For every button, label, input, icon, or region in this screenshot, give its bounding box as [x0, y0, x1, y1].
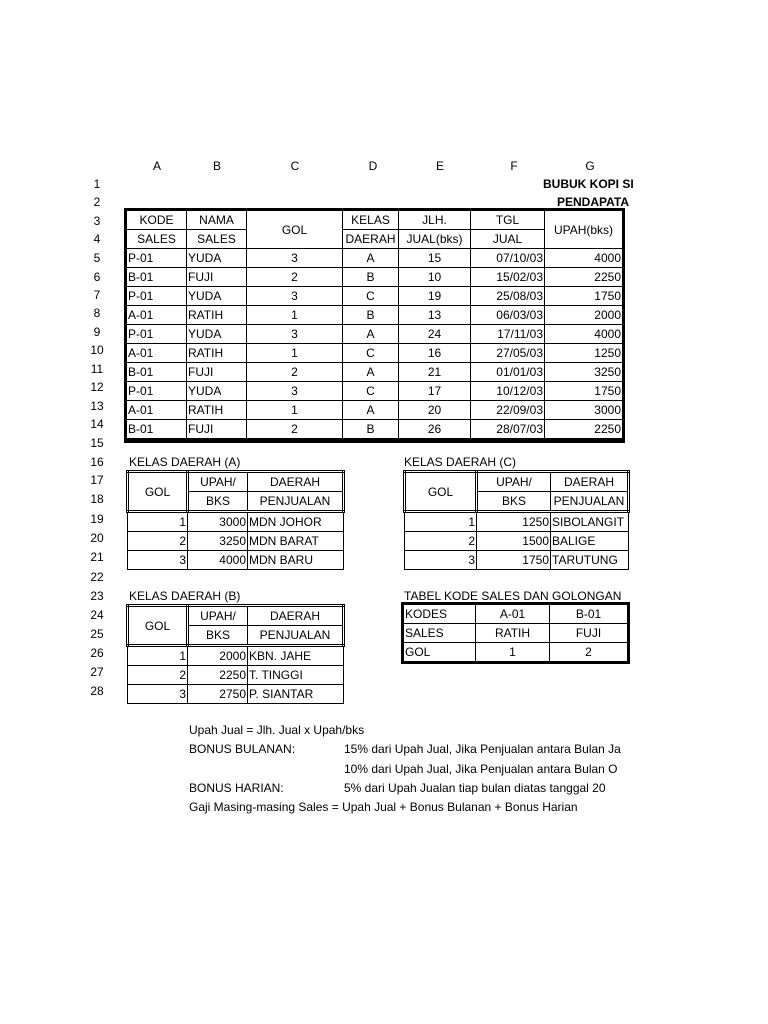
- table-row: [127, 287, 623, 306]
- table-row: [405, 551, 629, 570]
- header-nama-sales: NAMA: [187, 211, 247, 230]
- table-row: [128, 532, 344, 551]
- table-row: [127, 325, 623, 344]
- row-number[interactable]: 6: [93, 270, 101, 284]
- kelas_c-cell[interactable]: 3: [405, 551, 477, 570]
- cell-nama-sales[interactable]: RATIH: [187, 344, 247, 363]
- kelas_a-cell[interactable]: 2: [128, 532, 188, 551]
- cell-nama-sales[interactable]: FUJI: [187, 268, 247, 287]
- kelas-b-title: KELAS DAERAH (B): [129, 589, 241, 603]
- row-number[interactable]: 8: [93, 306, 101, 320]
- row-number[interactable]: 12: [90, 380, 104, 394]
- cell-jlh-jual[interactable]: 16: [399, 344, 471, 363]
- kode_table-cell[interactable]: SALES: [404, 624, 476, 643]
- cell-jlh-jual[interactable]: 13: [399, 306, 471, 325]
- cell-tgl-jual[interactable]: 06/03/03: [471, 306, 545, 325]
- kelas_c-cell[interactable]: 1: [405, 512, 477, 532]
- table-row: [128, 551, 344, 570]
- kode_table-cell[interactable]: GOL: [404, 643, 476, 662]
- cell-kode-sales[interactable]: P-01: [127, 382, 187, 401]
- cell-gol[interactable]: 1: [247, 401, 343, 420]
- row-number[interactable]: 25: [90, 627, 104, 641]
- cell-kode-sales[interactable]: A-01: [127, 344, 187, 363]
- kode_table-cell[interactable]: FUJI: [550, 624, 628, 643]
- cell-tgl-jual[interactable]: 10/12/03: [471, 382, 545, 401]
- cell-gol[interactable]: 1: [247, 344, 343, 363]
- row-number[interactable]: 9: [93, 325, 101, 339]
- row-number[interactable]: 26: [90, 646, 104, 660]
- column-header-a[interactable]: A: [152, 159, 161, 173]
- kelas_b-cell[interactable]: KBN. JAHE: [248, 646, 344, 666]
- table-row: [405, 512, 629, 532]
- kelas_b-cell[interactable]: 2250: [188, 666, 248, 685]
- kode_table-cell[interactable]: KODES: [404, 605, 476, 624]
- kelas_a-cell[interactable]: MDN JOHOR: [248, 512, 344, 532]
- cell-upah[interactable]: 2250: [545, 420, 623, 440]
- table-row: [127, 382, 623, 401]
- kode_table-cell[interactable]: B-01: [550, 605, 628, 624]
- cell-tgl-jual[interactable]: 07/10/03: [471, 249, 545, 268]
- kode-sales-table: [403, 604, 628, 662]
- kelas_a-cell[interactable]: 3000: [188, 512, 248, 532]
- column-header-c[interactable]: C: [290, 159, 300, 173]
- cell-upah[interactable]: 4000: [545, 325, 623, 344]
- table-row: [404, 643, 628, 662]
- kelas-c-header-upah: UPAH/: [477, 472, 551, 492]
- kode-table-title: TABEL KODE SALES DAN GOLONGAN: [404, 589, 622, 603]
- column-header-e[interactable]: E: [435, 159, 444, 173]
- cell-tgl-jual[interactable]: 01/01/03: [471, 363, 545, 382]
- row-number[interactable]: 4: [93, 232, 101, 246]
- column-header-d[interactable]: D: [368, 159, 378, 173]
- row-number[interactable]: 21: [90, 550, 104, 564]
- cell-tgl-jual[interactable]: 15/02/03: [471, 268, 545, 287]
- note-bonus-bulanan-2: 10% dari Upah Jual, Jika Penjualan antara Bulan O: [344, 762, 618, 776]
- cell-kelas-daerah[interactable]: C: [343, 344, 399, 363]
- row-number[interactable]: 1: [93, 177, 101, 191]
- header-jlh-jual: JLH.: [399, 211, 471, 230]
- kelas_b-cell[interactable]: P. SIANTAR: [248, 685, 344, 704]
- header-kode-sales-2: SALES: [127, 230, 187, 249]
- row-number[interactable]: 22: [90, 570, 104, 584]
- table-row: [128, 646, 344, 666]
- cell-nama-sales[interactable]: YUDA: [187, 287, 247, 306]
- cell-kelas-daerah[interactable]: B: [343, 268, 399, 287]
- header-tgl-jual: TGL: [471, 211, 545, 230]
- header-jlh-jual-2: JUAL(bks): [399, 230, 471, 249]
- kelas_a-cell[interactable]: 1: [128, 512, 188, 532]
- table-row: [127, 420, 623, 440]
- cell-gol[interactable]: 3: [247, 325, 343, 344]
- row-number[interactable]: 14: [90, 417, 104, 431]
- cell-upah[interactable]: 3250: [545, 363, 623, 382]
- kelas_a-cell[interactable]: 4000: [188, 551, 248, 570]
- cell-upah[interactable]: 2250: [545, 268, 623, 287]
- kelas_b-cell[interactable]: 2000: [188, 646, 248, 666]
- kelas_a-cell[interactable]: MDN BARU: [248, 551, 344, 570]
- cell-kode-sales[interactable]: B-01: [127, 420, 187, 440]
- kelas-c-header-daerah-2: PENJUALAN: [551, 492, 629, 512]
- cell-jlh-jual[interactable]: 24: [399, 325, 471, 344]
- cell-kelas-daerah[interactable]: A: [343, 363, 399, 382]
- cell-upah[interactable]: 4000: [545, 249, 623, 268]
- row-number[interactable]: 7: [93, 288, 101, 302]
- kelas-b-table: [126, 604, 345, 704]
- cell-gol[interactable]: 3: [247, 382, 343, 401]
- sheet-subtitle: PENDAPATA: [557, 195, 629, 209]
- cell-tgl-jual[interactable]: 25/08/03: [471, 287, 545, 306]
- cell-gol[interactable]: 2: [247, 420, 343, 440]
- cell-jlh-jual[interactable]: 10: [399, 268, 471, 287]
- cell-nama-sales[interactable]: YUDA: [187, 325, 247, 344]
- cell-gol[interactable]: 2: [247, 268, 343, 287]
- kelas-b-header-upah-2: BKS: [188, 626, 248, 646]
- kelas-a-header-upah: UPAH/: [188, 472, 248, 492]
- table-row: [127, 401, 623, 420]
- kelas_c-cell[interactable]: SIBOLANGIT: [551, 512, 629, 532]
- kelas-c-header-daerah: DAERAH: [551, 472, 629, 492]
- cell-kode-sales[interactable]: P-01: [127, 325, 187, 344]
- cell-kode-sales[interactable]: A-01: [127, 306, 187, 325]
- cell-kode-sales[interactable]: P-01: [127, 287, 187, 306]
- cell-kelas-daerah[interactable]: C: [343, 382, 399, 401]
- table-row: [127, 306, 623, 325]
- row-number[interactable]: 16: [90, 455, 104, 469]
- table-row: [404, 605, 628, 624]
- cell-tgl-jual[interactable]: 27/05/03: [471, 344, 545, 363]
- row-number[interactable]: 18: [90, 492, 104, 506]
- row-number[interactable]: 20: [90, 531, 104, 545]
- cell-jlh-jual[interactable]: 17: [399, 382, 471, 401]
- cell-kode-sales[interactable]: B-01: [127, 363, 187, 382]
- table-row: [128, 512, 344, 532]
- note-upah-jual: Upah Jual = Jlh. Jual x Upah/bks: [189, 723, 365, 737]
- kelas_c-cell[interactable]: 2: [405, 532, 477, 551]
- cell-kode-sales[interactable]: A-01: [127, 401, 187, 420]
- column-header-b[interactable]: B: [212, 159, 221, 173]
- kelas_c-cell[interactable]: 1250: [477, 512, 551, 532]
- kode_table-cell[interactable]: RATIH: [476, 624, 550, 643]
- row-number[interactable]: 11: [90, 362, 104, 376]
- kelas-a-header-upah-2: BKS: [188, 492, 248, 512]
- sales-table: [126, 210, 623, 441]
- note-gaji: Gaji Masing-masing Sales = Upah Jual + Bonus Bulanan + Bonus Harian: [189, 800, 578, 814]
- row-number[interactable]: 5: [93, 251, 101, 265]
- table-row: [128, 685, 344, 704]
- row-number[interactable]: 10: [90, 343, 104, 357]
- row-number[interactable]: 27: [90, 665, 104, 679]
- kelas_b-cell[interactable]: 3: [128, 685, 188, 704]
- kelas-a-table: [126, 470, 345, 570]
- cell-gol[interactable]: 1: [247, 306, 343, 325]
- kelas-b-header-daerah: DAERAH: [248, 606, 344, 626]
- cell-jlh-jual[interactable]: 26: [399, 420, 471, 440]
- header-upah: UPAH(bks): [545, 211, 623, 249]
- kelas-a-header-daerah: DAERAH: [248, 472, 344, 492]
- cell-gol[interactable]: 3: [247, 287, 343, 306]
- kelas-b-header-gol: GOL: [128, 606, 188, 646]
- sheet-title: BUBUK KOPI SI: [543, 177, 634, 191]
- cell-jlh-jual[interactable]: 15: [399, 249, 471, 268]
- row-number[interactable]: 3: [93, 214, 101, 228]
- row-number[interactable]: 2: [93, 195, 101, 209]
- cell-kode-sales[interactable]: B-01: [127, 268, 187, 287]
- cell-kelas-daerah[interactable]: A: [343, 401, 399, 420]
- header-gol: GOL: [247, 211, 343, 249]
- cell-nama-sales[interactable]: FUJI: [187, 363, 247, 382]
- kelas_b-cell[interactable]: 1: [128, 646, 188, 666]
- cell-kelas-daerah[interactable]: C: [343, 287, 399, 306]
- cell-nama-sales[interactable]: RATIH: [187, 401, 247, 420]
- cell-upah[interactable]: 2000: [545, 306, 623, 325]
- note-bonus-harian: 5% dari Upah Jualan tiap bulan diatas tanggal 20: [344, 781, 606, 795]
- note-bonus-harian-label: BONUS HARIAN:: [189, 781, 284, 795]
- column-header-f[interactable]: F: [510, 159, 518, 173]
- header-kode-sales: KODE: [127, 211, 187, 230]
- kelas_c-cell[interactable]: 1750: [477, 551, 551, 570]
- kelas-c-title: KELAS DAERAH (C): [404, 455, 517, 469]
- table-row: [405, 532, 629, 551]
- row-number[interactable]: 17: [90, 473, 104, 487]
- kelas-b-header-upah: UPAH/: [188, 606, 248, 626]
- table-row: [127, 363, 623, 382]
- kelas_a-cell[interactable]: 3250: [188, 532, 248, 551]
- cell-nama-sales[interactable]: RATIH: [187, 306, 247, 325]
- header-tgl-jual-2: JUAL: [471, 230, 545, 249]
- header-kelas-daerah-2: DAERAH: [343, 230, 399, 249]
- cell-nama-sales[interactable]: YUDA: [187, 382, 247, 401]
- kelas_b-cell[interactable]: T. TINGGI: [248, 666, 344, 685]
- cell-nama-sales[interactable]: YUDA: [187, 249, 247, 268]
- cell-tgl-jual[interactable]: 28/07/03: [471, 420, 545, 440]
- row-number[interactable]: 13: [90, 399, 104, 413]
- kelas_b-cell[interactable]: 2750: [188, 685, 248, 704]
- cell-jlh-jual[interactable]: 20: [399, 401, 471, 420]
- cell-kelas-daerah[interactable]: B: [343, 306, 399, 325]
- table-row: [127, 268, 623, 287]
- cell-kelas-daerah[interactable]: A: [343, 325, 399, 344]
- kelas_c-cell[interactable]: BALIGE: [551, 532, 629, 551]
- cell-kelas-daerah[interactable]: B: [343, 420, 399, 440]
- kode_table-cell[interactable]: A-01: [476, 605, 550, 624]
- cell-tgl-jual[interactable]: 22/09/03: [471, 401, 545, 420]
- kelas-c-header-gol: GOL: [405, 472, 477, 512]
- table-row: [404, 624, 628, 643]
- kelas-c-header-upah-2: BKS: [477, 492, 551, 512]
- cell-upah[interactable]: 1750: [545, 287, 623, 306]
- kelas-b-header-daerah-2: PENJUALAN: [248, 626, 344, 646]
- row-number[interactable]: 28: [90, 684, 104, 698]
- cell-kelas-daerah[interactable]: A: [343, 249, 399, 268]
- column-header-g[interactable]: G: [585, 159, 595, 173]
- header-kelas-daerah: KELAS: [343, 211, 399, 230]
- kelas_c-cell[interactable]: TARUTUNG: [551, 551, 629, 570]
- row-number[interactable]: 23: [90, 589, 104, 603]
- table-row: [127, 249, 623, 268]
- kelas-a-header-daerah-2: PENJUALAN: [248, 492, 344, 512]
- kelas_a-cell[interactable]: MDN BARAT: [248, 532, 344, 551]
- cell-nama-sales[interactable]: FUJI: [187, 420, 247, 440]
- kelas_b-cell[interactable]: 2: [128, 666, 188, 685]
- kode_table-cell[interactable]: 2: [550, 643, 628, 662]
- cell-gol[interactable]: 2: [247, 363, 343, 382]
- cell-upah[interactable]: 1750: [545, 382, 623, 401]
- note-bonus-bulanan-label: BONUS BULANAN:: [189, 742, 296, 756]
- kelas-a-header-gol: GOL: [128, 472, 188, 512]
- note-bonus-bulanan-1: 15% dari Upah Jual, Jika Penjualan antara Bulan Ja: [344, 742, 621, 756]
- cell-tgl-jual[interactable]: 17/11/03: [471, 325, 545, 344]
- row-number[interactable]: 15: [90, 436, 104, 450]
- header-nama-sales-2: SALES: [187, 230, 247, 249]
- cell-upah[interactable]: 3000: [545, 401, 623, 420]
- cell-jlh-jual[interactable]: 19: [399, 287, 471, 306]
- kelas_c-cell[interactable]: 1500: [477, 532, 551, 551]
- cell-jlh-jual[interactable]: 21: [399, 363, 471, 382]
- cell-gol[interactable]: 3: [247, 249, 343, 268]
- table-row: [128, 666, 344, 685]
- cell-kode-sales[interactable]: P-01: [127, 249, 187, 268]
- kode_table-cell[interactable]: 1: [476, 643, 550, 662]
- kelas-c-table: [403, 470, 630, 570]
- table-row: [127, 344, 623, 363]
- kelas_a-cell[interactable]: 3: [128, 551, 188, 570]
- row-number[interactable]: 24: [90, 608, 104, 622]
- row-number[interactable]: 19: [90, 512, 104, 526]
- kelas-a-title: KELAS DAERAH (A): [129, 455, 241, 469]
- cell-upah[interactable]: 1250: [545, 344, 623, 363]
